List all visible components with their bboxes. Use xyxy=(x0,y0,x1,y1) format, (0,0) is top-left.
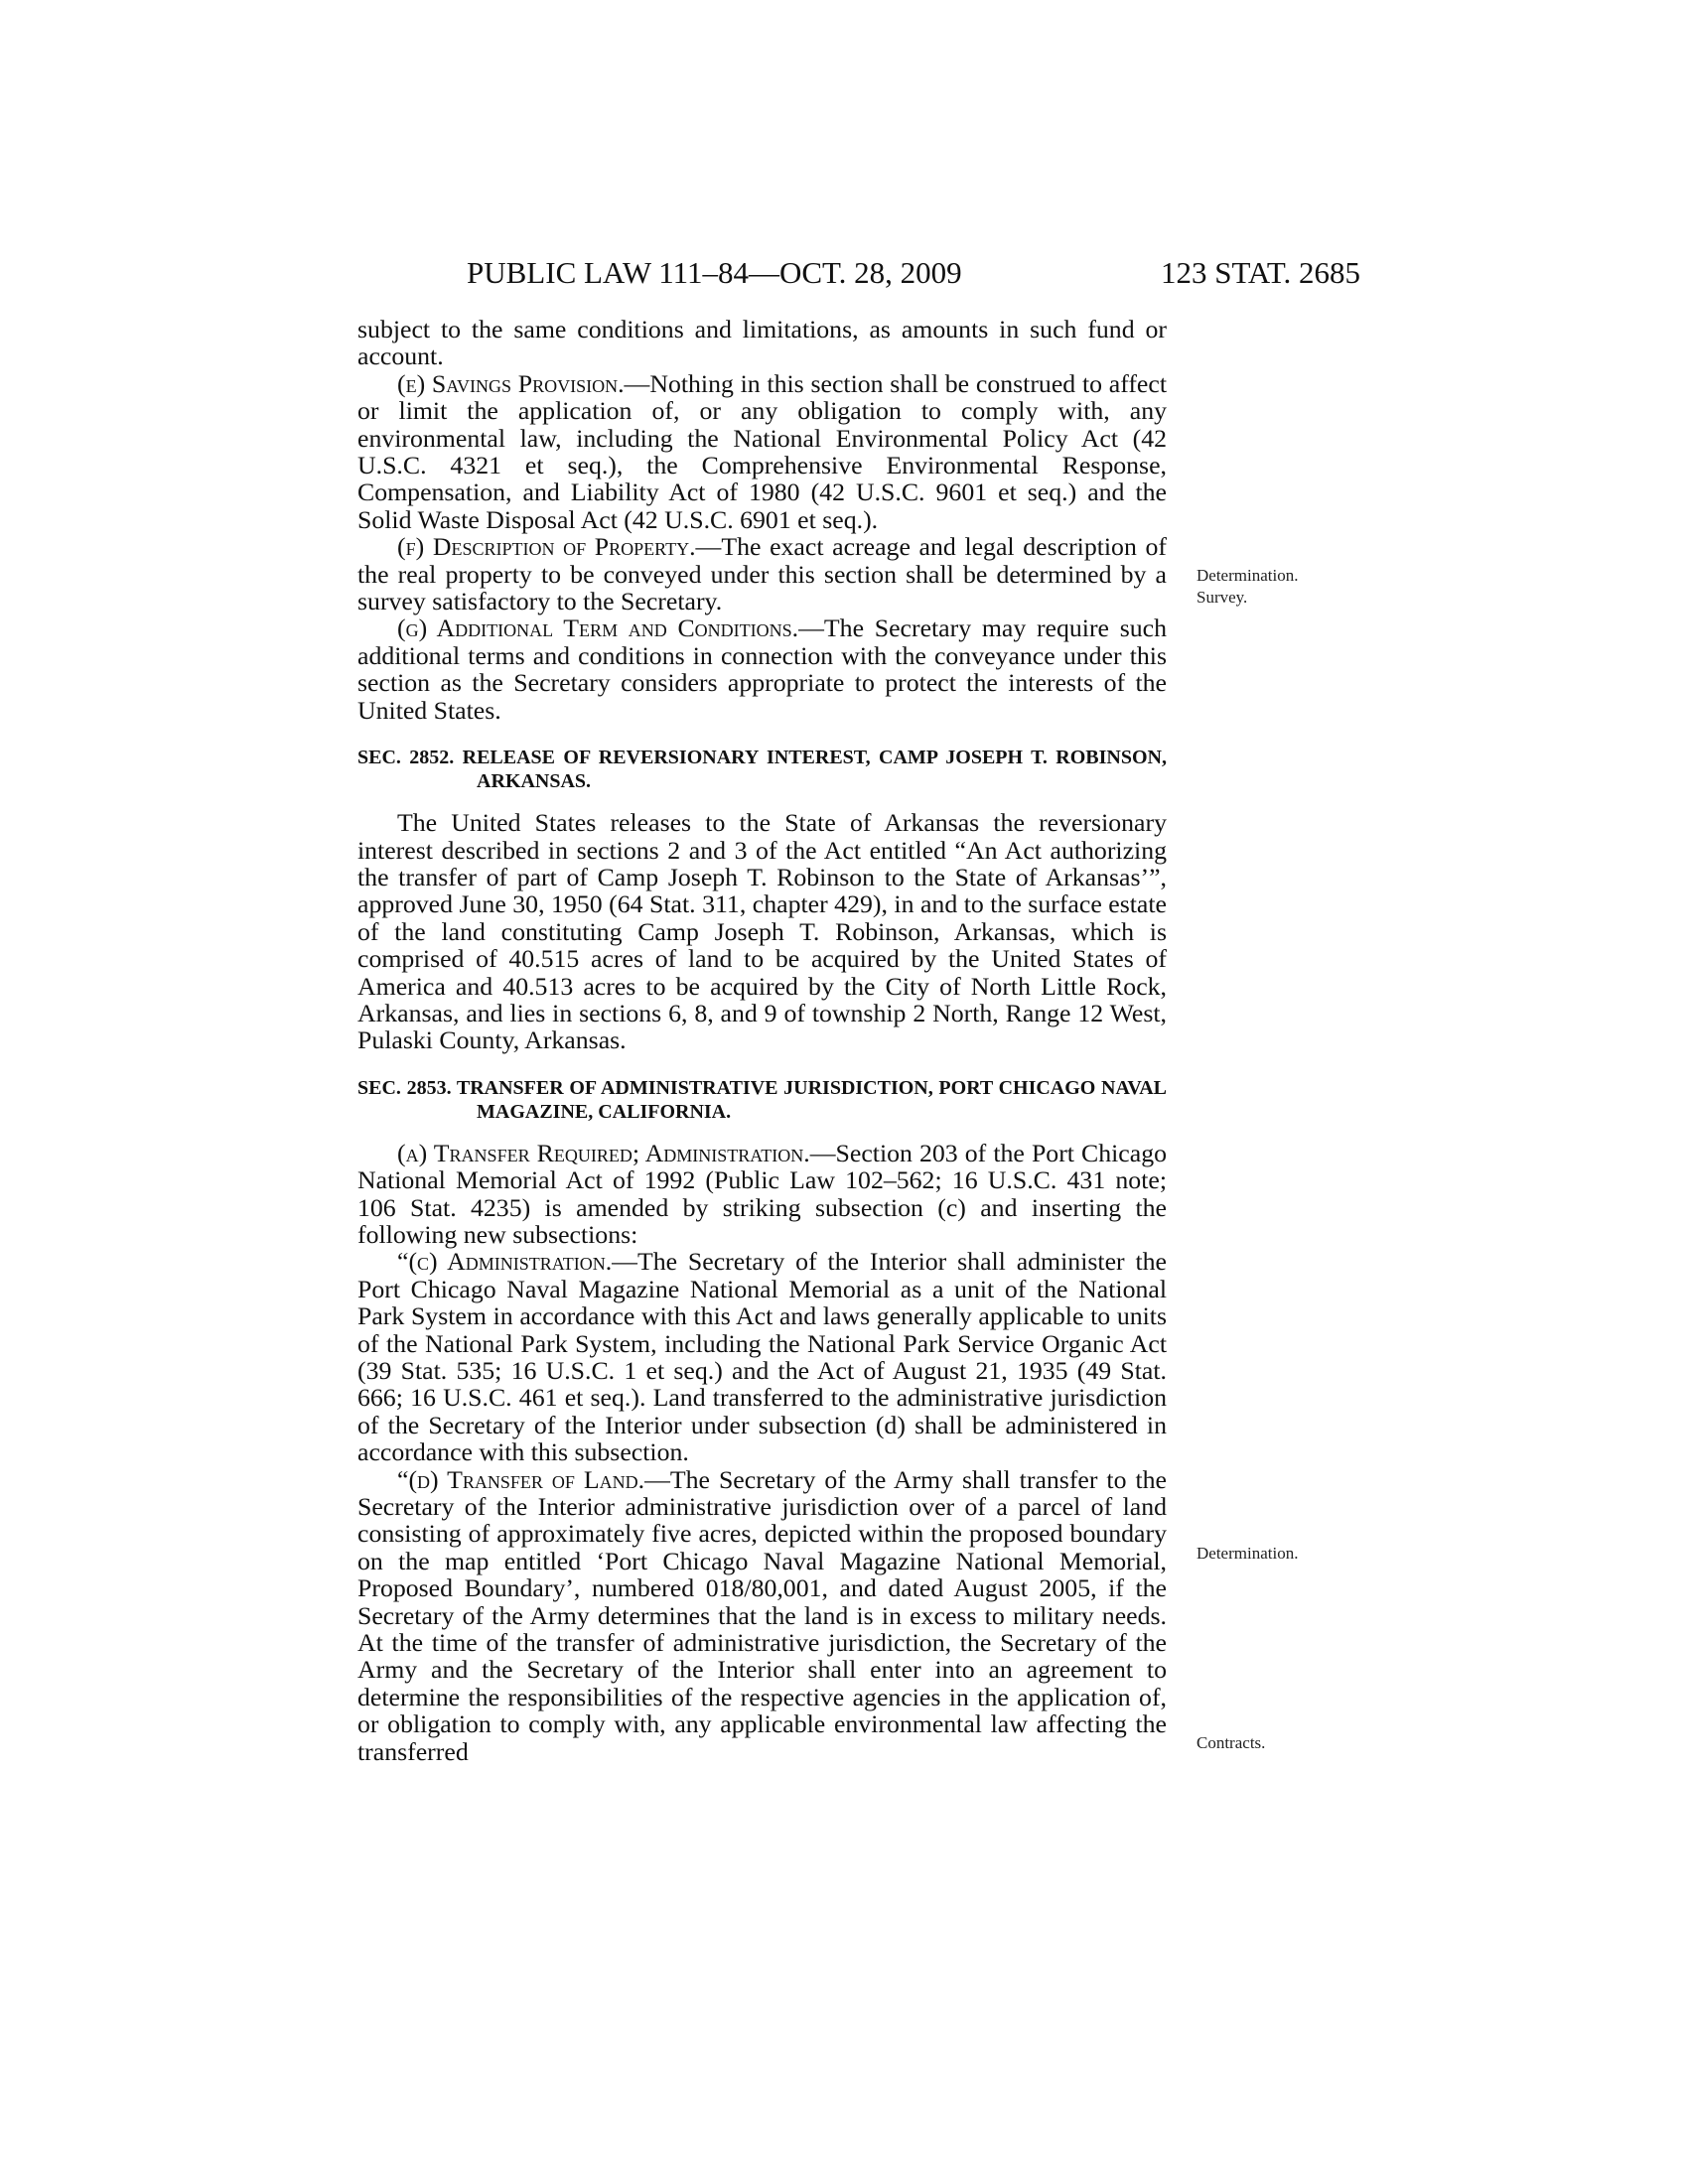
margin-note-determination-2: Determination. xyxy=(1196,1544,1299,1563)
paragraph-section-2852: The United States releases to the State of Arkansas the reversionary interest described in sections 2 and 3 of the Act entitled “An Act authorizing the transfer of part of Camp Joseph T. Robinson to the State of Arkansas’”, approved June 30, 1950 (64 Stat. 311, chapter 429), in and to the surface estate of the land constituting Camp Joseph T. Robinson, Arkansas, which is comprised of 40.515 acres of land to be acquired by the United States of America and 40.513 acres to be acquired by the City of North Little Rock, Arkansas, and lies in sections 6, 8, and 9 of township 2 North, Range 12 West, Pulaski County, Arkansas. xyxy=(357,808,1167,1055)
header-title: PUBLIC LAW 111–84—OCT. 28, 2009 xyxy=(467,255,962,290)
subsection-text: —The Secretary of the Interior shall administer the Port Chicago Naval Magazine National Memorial as a unit of the National Park System in accordance with this Act and laws generally applicable to units of the National Park System, including the National Park Service Organic Act (39 Stat. 535; 16 U.S.C. 1 et seq.) and the Act of August 21, 1935 (49 Stat. 666; 16 U.S.C. 461 et seq.). Land transferred to the administrative jurisdiction of the Secretary of the Interior under subsection (d) shall be administered in accordance with this subsection. xyxy=(357,1247,1167,1467)
margin-note-determination: Determination. xyxy=(1196,566,1299,585)
subsection-text: —The Secretary may require such additional terms and conditions in connection with the conveyance under this section as the Secretary considers appropriate to protect the interests of the United States. xyxy=(357,614,1167,725)
subsection-heading: (e) Savings Provision. xyxy=(397,368,625,398)
subsection-text: —The Secretary of the Army shall transfer to the Secretary of the Interior administrative jurisdiction over of a parcel of land consisting of approximately five acres, depicted within the proposed boundary on the map entitled ‘Port Chicago Naval Magazine National Memorial, Proposed Boundary’, numbered 018/80,001, and dated August 2005, if the Secretary of the Army determines that the land is in excess to military needs. At the time of the transfer of administrative jurisdiction, the Secretary of the Army and the Secretary of the Interior shall enter into an agreement to determine the responsibilities of the respective agencies in the application of, or obligation to comply with, any applicable environmental law affecting the transferred xyxy=(357,1464,1167,1766)
margin-note-contracts: Contracts. xyxy=(1196,1733,1266,1752)
subsection-text: —The exact acreage and legal description of the real property to be conveyed under this section shall be determined by a survey satisfactory to the Secretary. xyxy=(357,532,1167,616)
subsection-heading: (f) Description of Property. xyxy=(397,532,696,562)
paragraph-administration xyxy=(357,1248,1167,1465)
running-header xyxy=(467,253,1360,293)
header-page-number: 123 STAT. 2685 xyxy=(1160,255,1360,290)
paragraph-additional-terms xyxy=(357,614,1167,724)
subsection-text: —Section 203 of the Port Chicago National Memorial Act of 1992 (Public Law 102–562; 16 U.S.C. 431 note; 106 Stat. 4235) is amended by striking subsection (c) and inserting the following new subsections: xyxy=(357,1138,1167,1249)
margin-note-survey: Survey. xyxy=(1196,588,1248,607)
subsection-heading: “(c) Administration. xyxy=(397,1247,613,1277)
subsection-heading: (a) Transfer Required; Administration. xyxy=(397,1138,810,1167)
section-heading-2852: SEC. 2852. RELEASE OF REVERSIONARY INTEREST, CAMP JOSEPH T. ROBINSON, ARKANSAS. xyxy=(357,747,1167,793)
paragraph-transfer-required xyxy=(357,1140,1167,1249)
subsection-heading: (g) Additional Term and Conditions. xyxy=(397,614,799,643)
section-heading-2853: SEC. 2853. TRANSFER OF ADMINISTRATIVE JURISDICTION, PORT CHICAGO NAVAL MAGAZINE, CALIFORNIA. xyxy=(357,1076,1167,1123)
paragraph-continuation: subject to the same conditions and limitations, as amounts in such fund or account. xyxy=(357,315,1167,371)
document-body xyxy=(357,316,1167,1765)
subsection-text: —Nothing in this section shall be construed to affect or limit the application of, or any obligation to comply with, any environmental law, including the National Environmental Policy Act (42 U.S.C. 4321 et seq.), the Comprehensive Environmental Response, Compensation, and Liability Act of 1980 (42 U.S.C. 9601 et seq.) and the Solid Waste Disposal Act (42 U.S.C. 6901 et seq.). xyxy=(357,368,1167,534)
paragraph-description-of-property xyxy=(357,533,1167,614)
subsection-heading: “(d) Transfer of Land. xyxy=(397,1464,645,1494)
paragraph-transfer-of-land xyxy=(357,1466,1167,1765)
paragraph-savings-provision xyxy=(357,370,1167,533)
